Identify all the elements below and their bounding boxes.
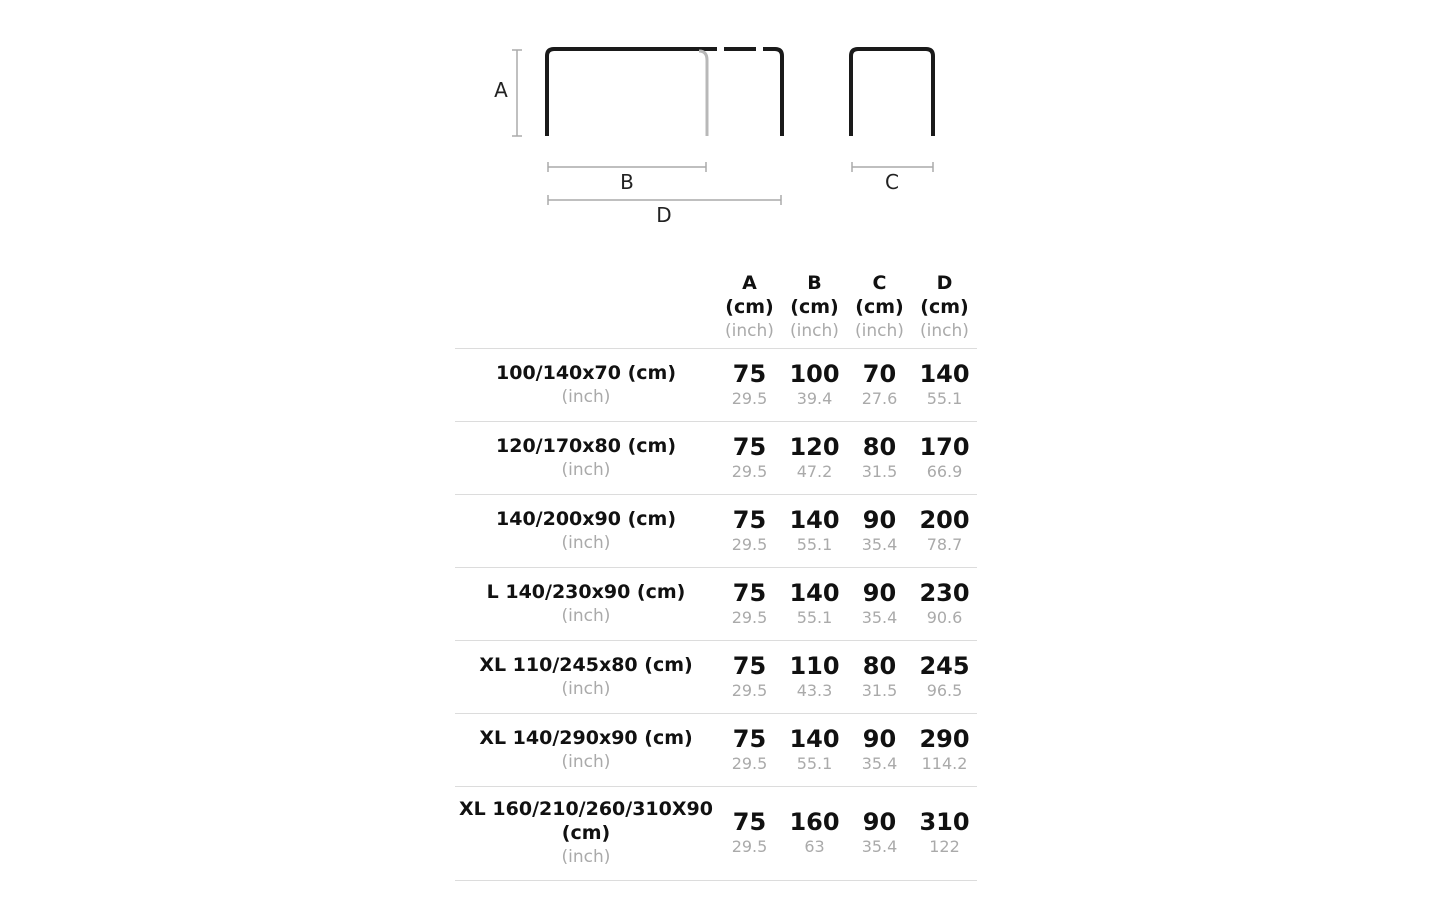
header-letter: D <box>936 271 953 294</box>
cm-value: 140 <box>919 359 970 388</box>
value-cell-a <box>717 494 782 567</box>
dimension-a-label: A <box>494 78 508 102</box>
value-cell-b <box>782 786 847 880</box>
value-cell-a <box>717 786 782 880</box>
cm-value: 80 <box>862 651 897 680</box>
value-cell-c <box>847 348 912 421</box>
size-unit-label: (inch) <box>561 605 611 626</box>
cm-value: 75 <box>732 432 767 461</box>
table-row <box>455 494 977 567</box>
table-row <box>455 421 977 494</box>
value-cell-d <box>912 348 977 421</box>
header-letter: A <box>742 271 757 294</box>
value-cell-c <box>847 786 912 880</box>
value-cell-a <box>717 567 782 640</box>
inch-value: 55.1 <box>796 534 833 554</box>
inch-value: 66.9 <box>926 461 963 481</box>
value-cell-c <box>847 421 912 494</box>
cm-value: 90 <box>862 505 897 534</box>
value-cell-b <box>782 567 847 640</box>
value-cell-d <box>912 494 977 567</box>
inch-value: 35.4 <box>861 753 898 773</box>
size-label: 100/140x70 (cm) <box>496 361 676 384</box>
header-subunit: (inch) <box>790 320 839 341</box>
table-row <box>455 640 977 713</box>
inch-value: 35.4 <box>861 837 898 856</box>
value-cell-d <box>912 640 977 713</box>
header-b <box>782 266 847 348</box>
value-cell-d <box>912 567 977 640</box>
inch-value: 29.5 <box>731 607 768 627</box>
inch-value: 47.2 <box>796 461 833 481</box>
value-cell-d <box>912 713 977 786</box>
cm-value: 75 <box>732 724 767 753</box>
inch-value: 96.5 <box>926 680 963 700</box>
size-label: 120/170x80 (cm) <box>496 434 676 457</box>
size-label: XL 140/290x90 (cm) <box>479 726 693 749</box>
header-subunit: (inch) <box>920 320 969 341</box>
cm-value: 110 <box>789 651 840 680</box>
size-label: 140/200x90 (cm) <box>496 507 676 530</box>
dimension-d-label: D <box>656 203 672 227</box>
size-cell <box>455 713 717 786</box>
cm-value: 230 <box>919 578 970 607</box>
value-cell-b <box>782 494 847 567</box>
header-letter: C <box>872 271 887 294</box>
size-cell <box>455 786 717 880</box>
inch-value: 35.4 <box>861 607 898 627</box>
inch-value: 55.1 <box>796 753 833 773</box>
header-letter: B <box>807 271 822 294</box>
cm-value: 290 <box>919 724 970 753</box>
header-unit: (cm) <box>855 295 904 318</box>
inch-value: 29.5 <box>731 837 768 856</box>
size-cell <box>455 421 717 494</box>
size-label: L 140/230x90 (cm) <box>486 580 686 603</box>
inch-value: 78.7 <box>926 534 963 554</box>
value-cell-c <box>847 713 912 786</box>
inch-value: 31.5 <box>861 461 898 481</box>
cm-value: 200 <box>919 505 970 534</box>
header-subunit: (inch) <box>725 320 774 341</box>
value-cell-b <box>782 348 847 421</box>
header-unit: (cm) <box>790 295 839 318</box>
inch-value: 29.5 <box>731 534 768 554</box>
inch-value: 90.6 <box>926 607 963 627</box>
cm-value: 75 <box>732 651 767 680</box>
size-unit-label: (inch) <box>561 847 611 867</box>
cm-value: 80 <box>862 432 897 461</box>
size-label: XL 110/245x80 (cm) <box>479 653 693 676</box>
table-row <box>455 786 977 880</box>
table-row <box>455 713 977 786</box>
value-cell-d <box>912 786 977 880</box>
inch-value: 63 <box>804 837 825 856</box>
header-unit: (cm) <box>725 295 774 318</box>
cm-value: 90 <box>862 724 897 753</box>
value-cell-c <box>847 640 912 713</box>
size-cell <box>455 640 717 713</box>
value-cell-a <box>717 640 782 713</box>
cm-value: 90 <box>862 578 897 607</box>
header-unit: (cm) <box>920 295 969 318</box>
size-cell <box>455 567 717 640</box>
dimension-a <box>512 50 522 136</box>
cm-value: 140 <box>789 505 840 534</box>
size-cell <box>455 348 717 421</box>
cm-value: 75 <box>732 505 767 534</box>
cm-value: 310 <box>919 808 970 836</box>
header-a <box>717 266 782 348</box>
size-unit-label: (inch) <box>561 532 611 553</box>
size-unit-label: (inch) <box>561 459 611 480</box>
table-header-row <box>455 266 977 348</box>
retracted-leg-outline <box>699 51 707 136</box>
cm-value: 170 <box>919 432 970 461</box>
value-cell-c <box>847 567 912 640</box>
value-cell-c <box>847 494 912 567</box>
value-cell-a <box>717 421 782 494</box>
table-dimension-diagram <box>0 0 1440 250</box>
inch-value: 39.4 <box>796 388 833 408</box>
value-cell-b <box>782 640 847 713</box>
inch-value: 35.4 <box>861 534 898 554</box>
inch-value: 55.1 <box>796 607 833 627</box>
table-row <box>455 348 977 421</box>
inch-value: 29.5 <box>731 680 768 700</box>
inch-value: 27.6 <box>861 388 898 408</box>
value-cell-a <box>717 713 782 786</box>
table-front-outline <box>547 49 782 136</box>
header-d <box>912 266 977 348</box>
header-subunit: (inch) <box>855 320 904 341</box>
table-side-view <box>851 49 933 136</box>
inch-value: 29.5 <box>731 461 768 481</box>
dimensions-table <box>455 266 977 881</box>
value-cell-d <box>912 421 977 494</box>
inch-value: 43.3 <box>796 680 833 700</box>
inch-value: 122 <box>929 837 960 856</box>
size-unit-label: (inch) <box>561 386 611 407</box>
header-c <box>847 266 912 348</box>
inch-value: 114.2 <box>921 753 968 773</box>
cm-value: 75 <box>732 808 767 836</box>
inch-value: 29.5 <box>731 753 768 773</box>
cm-value: 120 <box>789 432 840 461</box>
inch-value: 55.1 <box>926 388 963 408</box>
cm-value: 90 <box>862 808 897 836</box>
table-row <box>455 567 977 640</box>
cm-value: 140 <box>789 724 840 753</box>
size-cell <box>455 494 717 567</box>
size-unit-label: (inch) <box>561 751 611 772</box>
size-unit-label: (inch) <box>561 678 611 699</box>
header-size-cell <box>455 266 717 348</box>
size-label: XL 160/210/260/310X90 (cm) <box>459 798 713 844</box>
dimension-b-label: B <box>620 170 634 194</box>
cm-value: 75 <box>732 359 767 388</box>
dimension-c-label: C <box>885 170 899 194</box>
cm-value: 75 <box>732 578 767 607</box>
cm-value: 140 <box>789 578 840 607</box>
value-cell-b <box>782 713 847 786</box>
value-cell-b <box>782 421 847 494</box>
cm-value: 70 <box>862 359 897 388</box>
inch-value: 29.5 <box>731 388 768 408</box>
value-cell-a <box>717 348 782 421</box>
cm-value: 160 <box>789 808 840 836</box>
cm-value: 100 <box>789 359 840 388</box>
cm-value: 245 <box>919 651 970 680</box>
table-front-view <box>547 49 782 136</box>
inch-value: 31.5 <box>861 680 898 700</box>
